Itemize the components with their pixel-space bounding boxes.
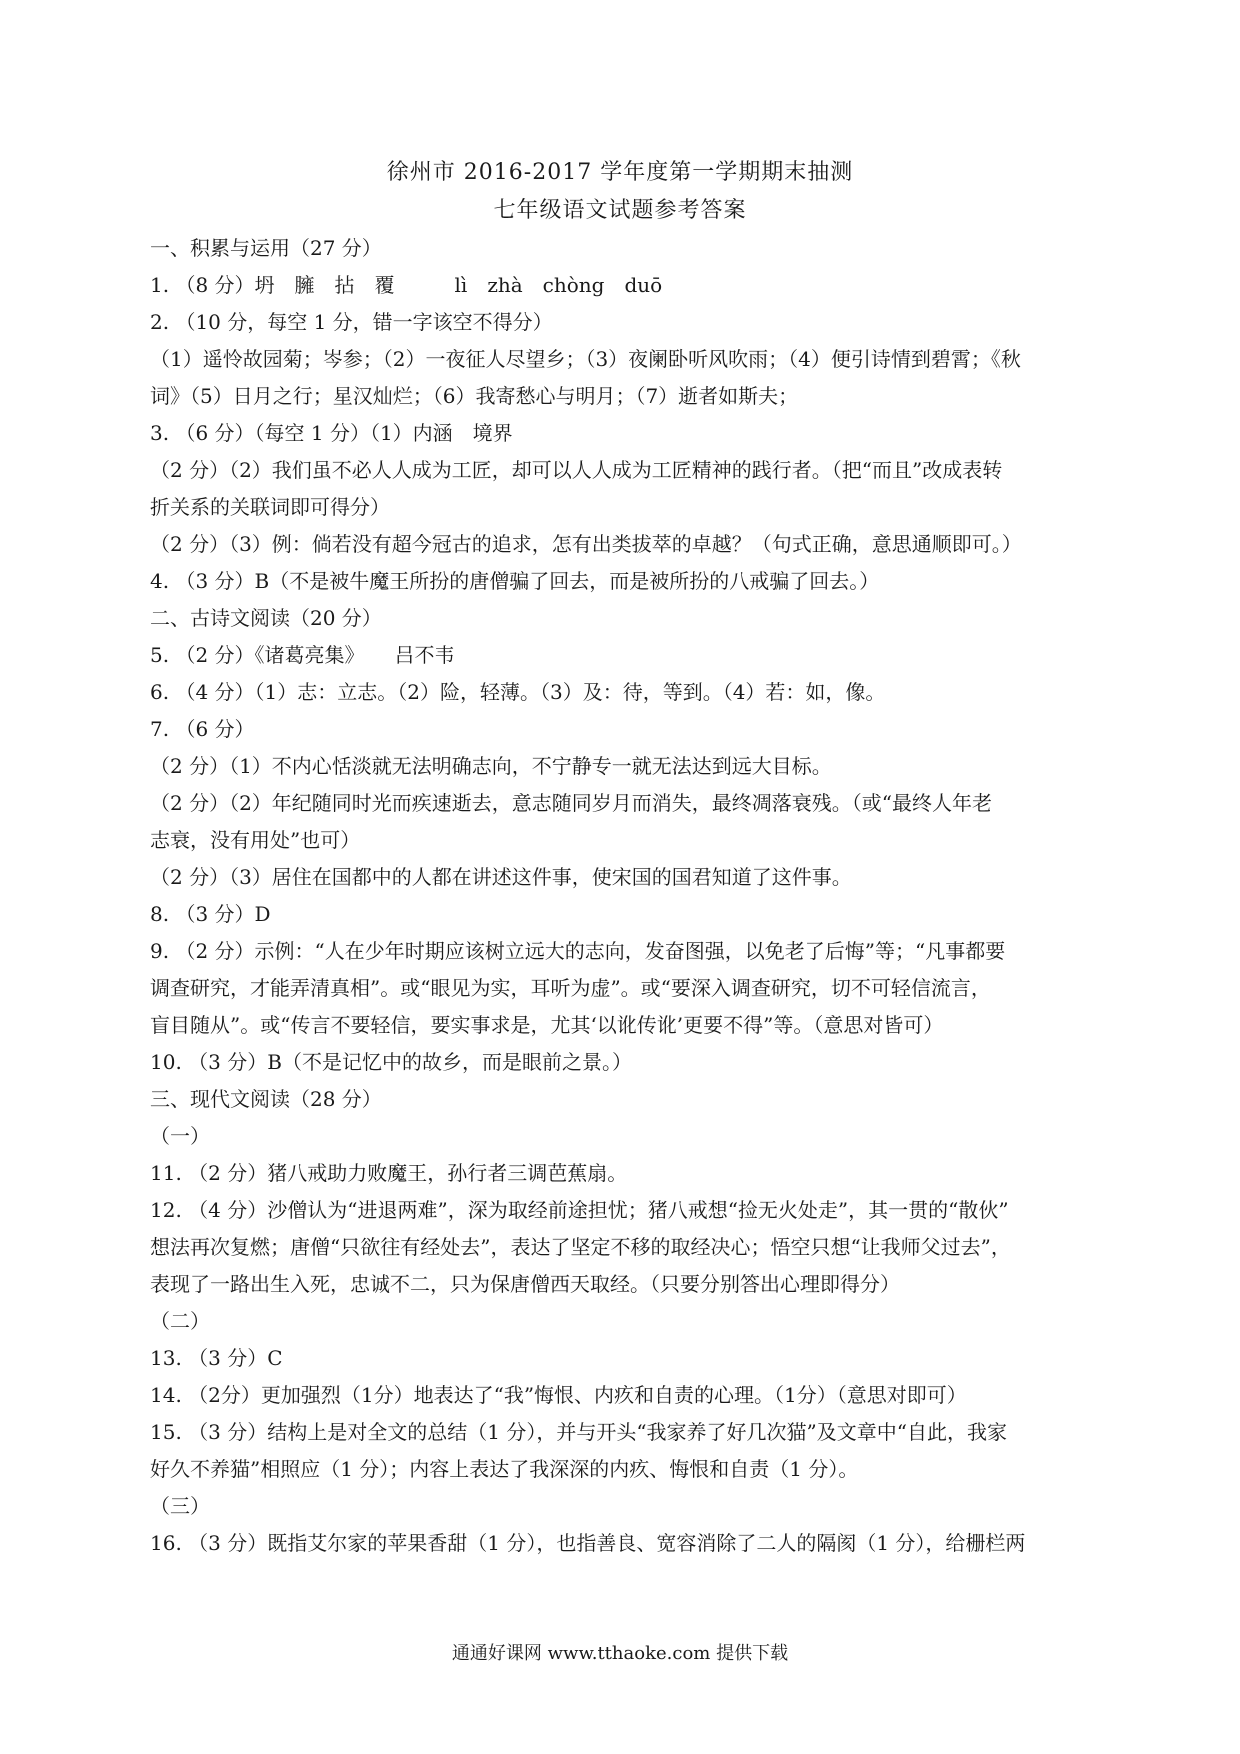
text-line: 志衰，没有用处”也可）: [150, 828, 361, 852]
text-line: （2 分）（1）不内心恬淡就无法明确志向，不宁静专一就无法达到远大目标。: [150, 754, 832, 778]
text-line: （2 分）（3）例：倘若没有超今冠古的追求，怎有出类拔萃的卓越？（句式正确，意思通顺即可。）: [150, 532, 1022, 556]
text-line: 8. （3 分）D: [150, 902, 271, 926]
text-line: 12. （4 分）沙僧认为“进退两难”，深为取经前途担忧；猪八戒想“捡无火处走”，其一贯的“散伙”: [150, 1198, 1009, 1222]
text-line: 6. （4 分）（1）志：立志。（2）险，轻薄。（3）及：待，等到。（4）若：如，像。: [150, 680, 886, 704]
text-line: 10. （3 分）B（不是记忆中的故乡，而是眼前之景。）: [150, 1050, 632, 1074]
document-title: 徐州市 2016-2017 学年度第一学期期末抽测: [386, 160, 854, 185]
text-line: 好久不养猫”相照应（1 分）；内容上表达了我深深的内疚、悔恨和自责（1 分）。: [150, 1457, 859, 1481]
text-line: （2 分）（2）我们虽不必人人成为工匠，却可以人人成为工匠精神的践行者。（把“而且”改成表转: [150, 458, 1003, 482]
text-line: 折关系的关联词即可得分）: [150, 495, 390, 519]
text-line: 二、古诗文阅读（20 分）: [150, 606, 382, 630]
text-line: 5. （2 分）《诸葛亮集》 吕不韦: [150, 643, 455, 667]
text-line: （三）: [150, 1494, 210, 1518]
text-line: 13. （3 分）C: [150, 1346, 283, 1370]
text-line: （2 分）（3）居住在国都中的人都在讲述这件事，使宋国的国君知道了这件事。: [150, 865, 852, 889]
text-line: 2. （10 分，每空 1 分，错一字该空不得分）: [150, 310, 553, 334]
text-line: 一、积累与运用（27 分）: [150, 236, 382, 260]
page-footer: 通通好课网 www.tthaoke.com 提供下载: [451, 1643, 789, 1664]
text-line: 16. （3 分）既指艾尔家的苹果香甜（1 分），也指善良、宽容消除了二人的隔阂（1 分），给栅栏两: [150, 1531, 1026, 1555]
answer-content: [150, 230, 1100, 1562]
text-line: 3. （6 分）（每空 1 分）（1）内涵 境界: [150, 421, 513, 445]
text-line: 4. （3 分）B（不是被牛魔王所扮的唐僧骗了回去，而是被所扮的八戒骗了回去。）: [150, 569, 880, 593]
text-line: （一）: [150, 1124, 210, 1148]
text-line: 想法再次复燃；唐僧“只欲往有经处去”，表达了坚定不移的取经决心；悟空只想“让我师父过去”，: [150, 1235, 1011, 1259]
text-line: 9. （2 分）示例：“人在少年时期应该树立远大的志向，发奋图强，以免老了后悔”等；“凡事都要: [150, 939, 1006, 963]
text-line: 11. （2 分）猪八戒助力败魔王，孙行者三调芭蕉扇。: [150, 1161, 628, 1185]
text-line: 词》（5）日月之行；星汉灿烂；（6）我寄愁心与明月；（7）逝者如斯夫；: [150, 384, 799, 408]
text-line: （1）遥怜故园菊；岑参；（2）一夜征人尽望乡；（3）夜阑卧听风吹雨；（4）便引诗情到碧霄；《秋: [150, 347, 1021, 371]
text-line: 盲目随从”。或“传言不要轻信，要实事求是，尤其‘以讹传讹’更要不得”等。（意思对皆可）: [150, 1013, 944, 1037]
text-line: 15. （3 分）结构上是对全文的总结（1 分），并与开头“我家养了好几次猫”及文章中“自此，我家: [150, 1420, 1008, 1444]
text-line: 1. （8 分）坍 臃 拈 覆 lì zhà chòng duō: [150, 273, 663, 297]
document-subtitle: 七年级语文试题参考答案: [493, 198, 747, 223]
text-line: （2 分）（2）年纪随同时光而疾速逝去，意志随同岁月而消失，最终凋落衰残。（或“最终人年老: [150, 791, 993, 815]
text-line: 14. （2分）更加强烈（1分）地表达了“我”悔恨、内疚和自责的心理。（1分）（意思对即可）: [150, 1383, 967, 1407]
text-line: 表现了一路出生入死，忠诚不二，只为保唐僧西天取经。（只要分别答出心理即得分）: [150, 1272, 900, 1296]
text-line: （二）: [150, 1309, 210, 1333]
text-line: 调查研究，才能弄清真相”。或“眼见为实，耳听为虚”。或“要深入调查研究，切不可轻信流言，: [150, 976, 991, 1000]
text-line: 三、现代文阅读（28 分）: [150, 1087, 382, 1111]
text-line: 7. （6 分）: [150, 717, 255, 741]
